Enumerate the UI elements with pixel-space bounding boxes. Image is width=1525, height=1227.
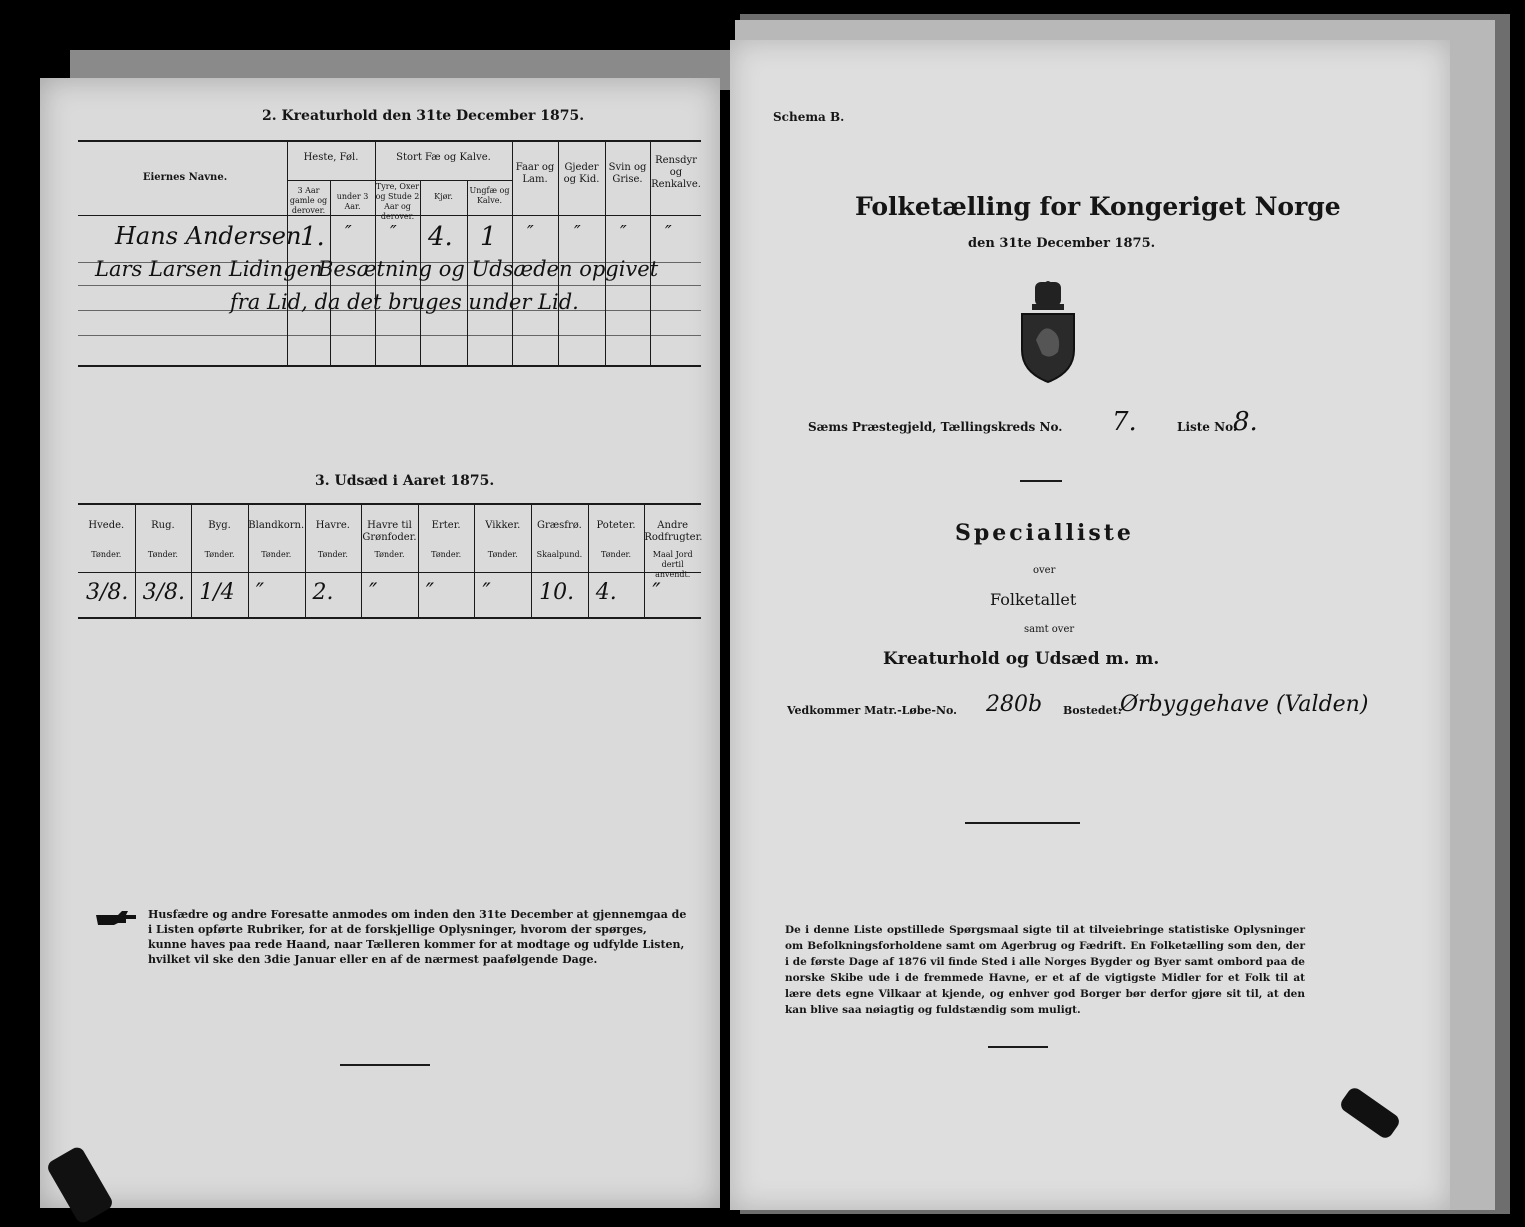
matr-number: 280b	[986, 692, 1043, 717]
matr-label: Vedkommer Matr.-Løbe-No.	[787, 704, 957, 717]
seed-header: Byg.	[208, 520, 231, 531]
header-owner: Eiernes Navne.	[142, 172, 228, 183]
seed-unit: Skaalpund.	[536, 550, 583, 559]
end-rule	[988, 1046, 1048, 1048]
seed-unit: Tønder.	[487, 550, 518, 559]
seed-value: ″	[255, 580, 265, 605]
header-goats: Gjeder og Kid.	[563, 162, 600, 185]
seed-value: ″	[369, 580, 378, 605]
pointing-hand-icon	[96, 910, 138, 924]
seed-title: 3. Udsæd i Aaret 1875.	[315, 473, 495, 489]
seed-unit: Tønder.	[147, 550, 178, 559]
header-sheep: Faar og Lam.	[515, 162, 555, 185]
header-horses-old: 3 Aar gamle og derover.	[289, 186, 328, 215]
notice-text: Husfædre og andre Foresatte anmodes om inden den 31te December at gjennemgaa de i Listen opførte Rubriker, for at de forskjellige Oplysninger, hvorom der spørges, kunne haves paa rede Haand, naar Tælleren kommer for at modtage og udfylde Listen, hvilket vil ske den 3die Januar eller en af de nærmest paafølgende Dage.	[148, 908, 687, 966]
cell-cows: 4.	[428, 222, 453, 252]
seed-header: Erter.	[431, 520, 461, 531]
seed-value: ″	[425, 580, 435, 605]
seed-value: ″	[482, 580, 491, 605]
bosted-label: Bostedet:	[1063, 704, 1122, 717]
bosted-value: Ørbyggehave (Valden)	[1120, 692, 1369, 717]
col-divider	[375, 140, 376, 365]
folketallet-text: Folketallet	[990, 590, 1077, 609]
seed-unit: Tønder.	[204, 550, 235, 559]
list-number: 8.	[1233, 407, 1258, 437]
cell-pigs: ″	[620, 222, 627, 243]
seed-header: Rug.	[151, 520, 175, 531]
parish-label: Sæms Præstegjeld, Tællingskreds No.	[808, 420, 1063, 434]
seed-unit: Tønder.	[91, 550, 122, 559]
seed-value: 3/8.	[142, 580, 186, 605]
row-note: Besætning og Udsæden opgivet	[318, 257, 659, 281]
seed-unit: Tønder.	[431, 550, 462, 559]
footer-text: De i denne Liste opstillede Spørgsmaal sigte til at tilveiebringe statistiske Oplysninger om Befolkningsforholdene samt om Agerbrug og Fædrift. En Folketælling som den, der i de første Dage af 1876 vil finde Sted i alle Norges Bygder og Byer samt ombord paa de norske Skibe ude i de fremmede Havne, er et af de vigtigste Midler for et Folk til at lære dets egne Vilkaar at kjende, og enhver god Borger bør derfor gjøre sit til, at den kan blive saa nøiagtig og fuldstændig som muligt.	[785, 924, 1305, 1016]
seed-header: Græsfrø.	[536, 520, 582, 531]
seed-value: 1/4	[199, 580, 235, 605]
specialliste-title: Specialliste	[955, 520, 1134, 546]
cell-sheep: ″	[527, 222, 534, 243]
header-horses-young: under 3 Aar.	[336, 192, 369, 211]
seed-bottom-rule	[78, 617, 701, 619]
census-date: den 31te December 1875.	[968, 236, 1156, 251]
seed-header: Andre Rodfrugter.	[644, 520, 703, 543]
seed-unit: Tønder.	[317, 550, 348, 559]
kreaturhold-text: Kreaturhold og Udsæd m. m.	[883, 649, 1160, 669]
seed-value: 2.	[312, 580, 334, 605]
cell-young-cattle: 1	[480, 222, 497, 252]
owner-name: Hans Andersen	[115, 222, 302, 250]
main-title: Folketælling for Kongeriget Norge	[855, 192, 1341, 221]
col-divider	[287, 140, 288, 365]
separator-rule	[1020, 480, 1062, 482]
seed-unit: Tønder.	[374, 550, 405, 559]
samt-over-text: samt over	[1024, 624, 1075, 635]
header-reindeer: Rensdyr og Renkalve.	[651, 155, 701, 190]
table-top-rule	[78, 140, 701, 142]
seed-header: Havre.	[315, 520, 350, 531]
cell-horses-old: 1.	[300, 222, 325, 252]
seed-value: ″	[652, 580, 661, 605]
seed-value: 4.	[595, 580, 617, 605]
header-cows: Kjør.	[434, 192, 453, 201]
row-rule	[78, 335, 701, 336]
cell-goats: ″	[574, 222, 581, 243]
table-bottom-rule	[78, 365, 701, 367]
schema-label: Schema B.	[773, 110, 845, 124]
row-note: fra Lid, da det bruges under Lid.	[230, 290, 579, 314]
subheader-rule	[287, 180, 512, 181]
header-bulls: Tyre, Oxer og Stude 2 Aar og derover.	[375, 182, 420, 221]
header-cattle: Stort Fæ og Kalve.	[396, 152, 491, 163]
seed-header-rule	[78, 572, 701, 573]
livestock-title: 2. Kreaturhold den 31te December 1875.	[262, 108, 585, 124]
seed-value: 10.	[539, 580, 575, 605]
seed-unit: Tønder.	[261, 550, 292, 559]
over-text: over	[1033, 565, 1056, 576]
seed-header: Blandkorn.	[248, 520, 305, 531]
seed-value: 3/8.	[86, 580, 129, 605]
district-number: 7.	[1112, 407, 1137, 437]
seed-unit: Maal Jord dertil anvendt.	[652, 550, 693, 579]
cell-horses-young: ″	[345, 222, 352, 243]
row-rule	[78, 285, 701, 286]
owner-name: Lars Larsen Lidingen	[95, 257, 323, 281]
end-rule	[340, 1064, 430, 1066]
separator-rule	[965, 822, 1080, 824]
cell-bulls: ″	[390, 222, 397, 243]
seed-top-rule	[78, 503, 701, 505]
seed-unit: Tønder.	[601, 550, 632, 559]
list-label: Liste No.	[1177, 420, 1238, 434]
coat-of-arms-icon	[1018, 280, 1078, 385]
header-pigs: Svin og Grise.	[608, 162, 647, 185]
seed-header: Havre til Grønfoder.	[362, 520, 417, 543]
seed-header: Poteter.	[596, 520, 636, 531]
cell-reindeer: ″	[665, 222, 672, 243]
header-young-cattle: Ungfæ og Kalve.	[469, 186, 510, 205]
header-horses: Heste, Føl.	[303, 152, 359, 163]
seed-header: Vikker.	[485, 520, 521, 531]
seed-header: Hvede.	[88, 520, 125, 531]
